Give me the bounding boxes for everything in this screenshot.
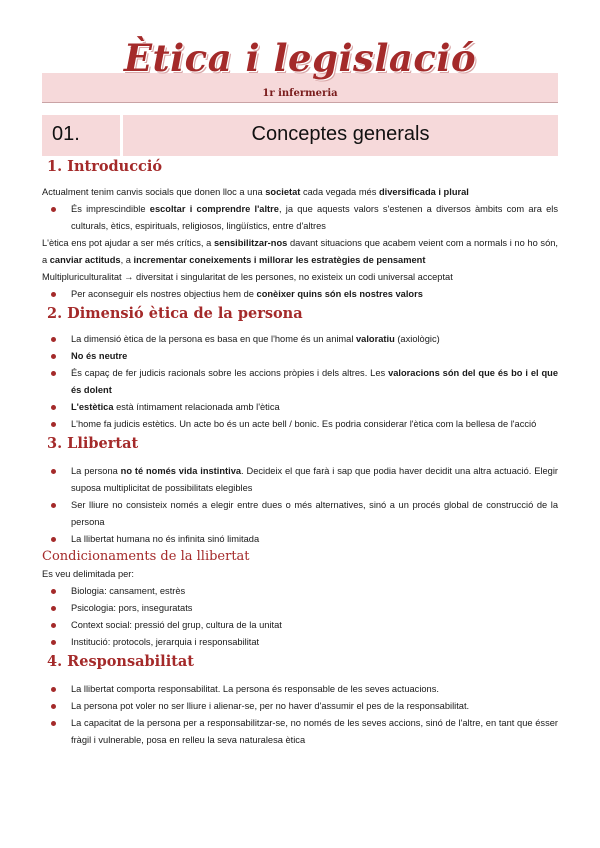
bullet-icon xyxy=(51,371,56,376)
paragraph: Es veu delimitada per: xyxy=(42,569,134,579)
list-item: Biologia: cansament, estrès xyxy=(42,583,558,600)
bullet-icon xyxy=(51,405,56,410)
paragraph: L'ètica ens pot ajudar a ser més crítics, a sensibilitzar-nos davant situacions que acabem veient com a normals i no ho són, a canviar actituds, a incrementar coneixements i millorar les estratègies de pensament xyxy=(42,238,558,265)
bullet-list xyxy=(42,201,558,235)
section-header xyxy=(42,115,558,156)
list-item: La capacitat de la persona per a responsabilitzar-se, no només de les seves accions, sinó de l'altre, en tant que ésser fràgil i vulnerable, posa en relleu la seva naturalesa ètica xyxy=(42,715,558,749)
section-title: Conceptes generals xyxy=(251,123,430,145)
list-item: Psicologia: pors, inseguratats xyxy=(42,600,558,617)
heading-dimensio-etica: 2. Dimensió ètica de la persona xyxy=(47,305,303,322)
bullet-icon xyxy=(51,704,56,709)
list-item: L'home fa judicis estètics. Un acte bo és un acte bell / bonic. Es podria considerar l'ètica com la bellesa de l'acció xyxy=(42,416,558,433)
paragraph: Multipluriculturalitat → diversitat i singularitat de les persones, no existeix un codi universal acceptat xyxy=(42,272,453,282)
list-item: L'estètica està íntimament relacionada amb l'ètica xyxy=(42,399,558,416)
list-item: No és neutre xyxy=(42,348,558,365)
bullet-list xyxy=(42,681,558,749)
list-item: La persona no té només vida instintiva. Decideix el que farà i sap que podia haver decidit una altra actuació. Elegir suposa multiplicitat de possibilitats elegibles xyxy=(42,463,558,497)
document-subtitle: 1r infermeria xyxy=(262,88,338,99)
bullet-icon xyxy=(51,537,56,542)
bullet-icon xyxy=(51,606,56,611)
paragraph: Actualment tenim canvis socials que donen lloc a una societat cada vegada més diversificada i plural xyxy=(42,187,469,197)
heading-llibertat: 3. Llibertat xyxy=(47,435,139,452)
bullet-icon xyxy=(51,589,56,594)
list-item: Institució: protocols, jerarquia i responsabilitat xyxy=(42,634,558,651)
bullet-icon xyxy=(51,422,56,427)
bullet-icon xyxy=(51,687,56,692)
bullet-icon xyxy=(51,721,56,726)
bullet-icon xyxy=(51,469,56,474)
bullet-icon xyxy=(51,292,56,297)
bullet-list xyxy=(42,286,558,303)
heading-introduccio: 1. Introducció xyxy=(47,158,163,175)
bullet-icon xyxy=(51,354,56,359)
list-item: Context social: pressió del grup, cultura de la unitat xyxy=(42,617,558,634)
conditions-list xyxy=(42,583,558,651)
list-item: És capaç de fer judicis racionals sobre les accions pròpies i dels altres. Les valoracions són del que és bo i el que és dolent xyxy=(42,365,558,399)
bullet-icon xyxy=(51,623,56,628)
bullet-icon xyxy=(51,640,56,645)
document-body xyxy=(42,156,558,749)
subheading-condicionaments: Condicionaments de la llibertat xyxy=(42,549,250,564)
list-item: La llibertat humana no és infinita sinó limitada xyxy=(42,531,558,548)
bullet-icon xyxy=(51,503,56,508)
section-number: 01. xyxy=(52,123,80,145)
bullet-list xyxy=(42,331,558,433)
list-item: La persona pot voler no ser lliure i alienar-se, per no haver d'assumir el pes de la responsabilitat. xyxy=(42,698,558,715)
bullet-icon xyxy=(51,207,56,212)
document-title: Ètica i legislació xyxy=(123,36,477,80)
list-item: Ser lliure no consisteix només a elegir entre dues o més alternatives, sinó a un procés global de construcció de la persona xyxy=(42,497,558,531)
list-item: Per aconseguir els nostres objectius hem de conèixer quins són els nostres valors xyxy=(42,286,558,303)
bullet-list xyxy=(42,463,558,548)
list-item: És imprescindible escoltar i comprendre l'altre, ja que aquests valors s'estenen a diversos àmbits com ara els culturals, ètics, espirituals, religiosos, lingüístics, entre d'altres xyxy=(42,201,558,235)
heading-responsabilitat: 4. Responsabilitat xyxy=(47,653,194,670)
bullet-icon xyxy=(51,337,56,342)
list-item: La llibertat comporta responsabilitat. La persona és responsable de les seves actuacions. xyxy=(42,681,558,698)
list-item: La dimensió ètica de la persona es basa en que l'home és un animal valoratiu (axiològic) xyxy=(42,331,558,348)
